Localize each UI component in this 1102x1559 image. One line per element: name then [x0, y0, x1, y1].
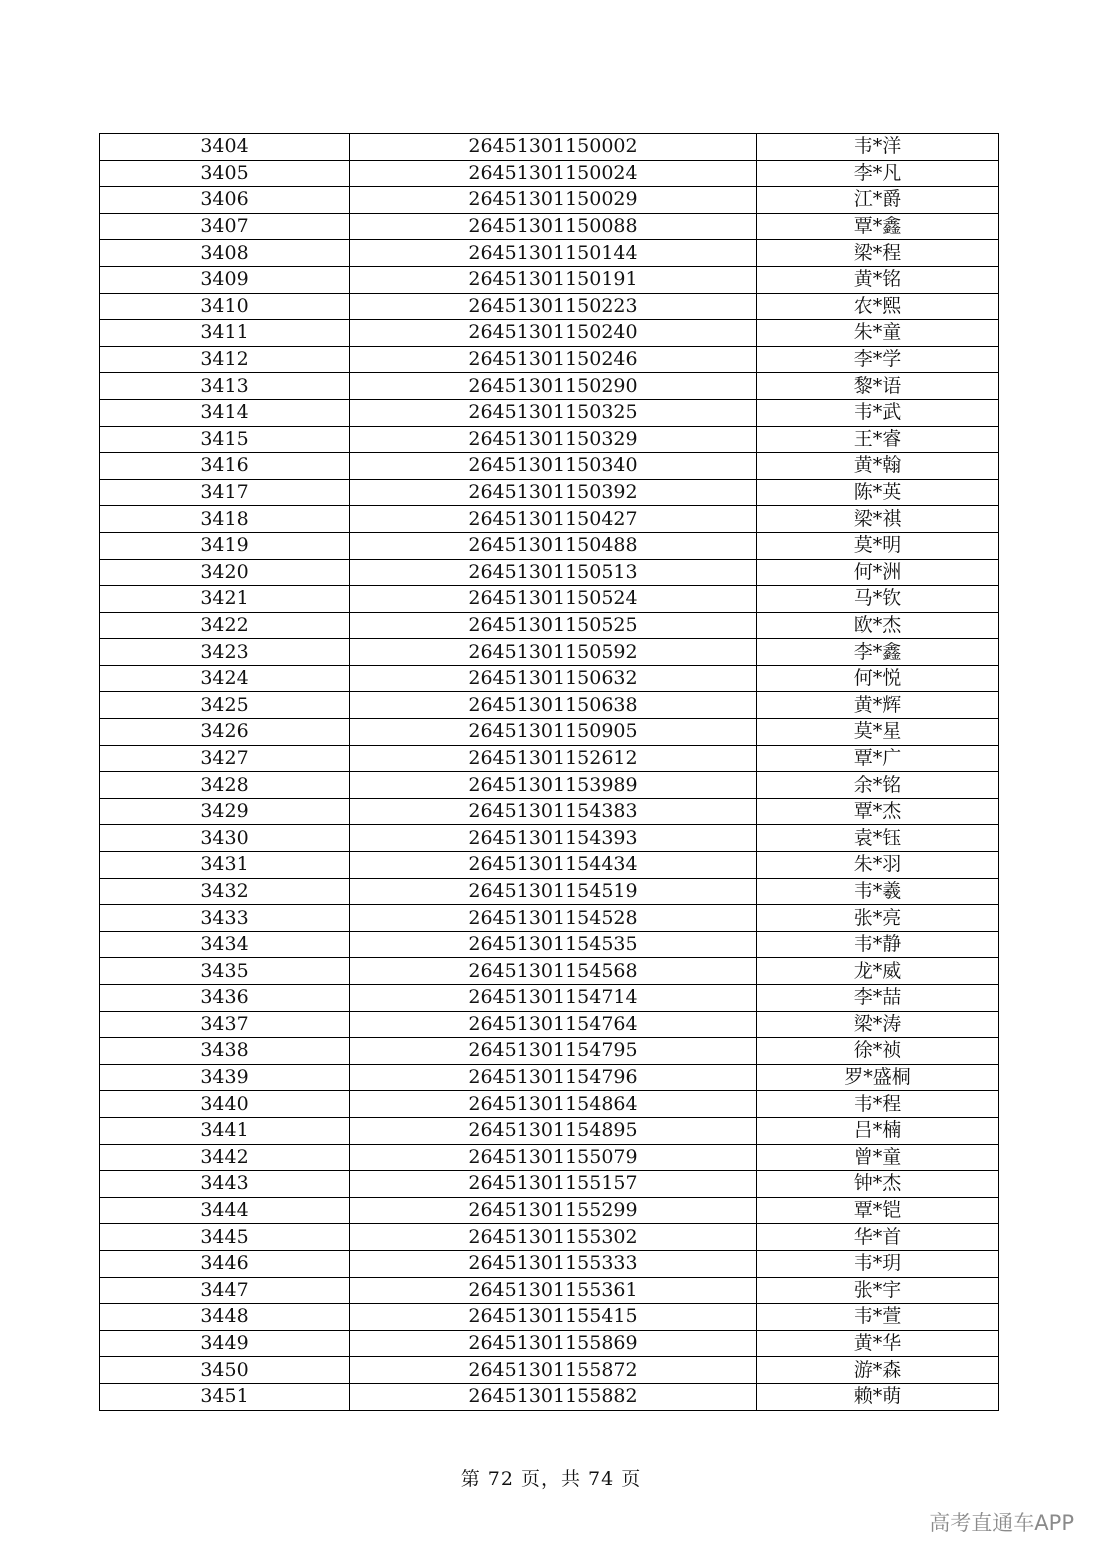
candidate-id-cell: 26451301154568 — [350, 958, 757, 985]
candidate-id-cell: 26451301155882 — [350, 1383, 757, 1410]
candidate-id-cell: 26451301154764 — [350, 1011, 757, 1038]
student-name-cell: 何*洲 — [757, 559, 999, 586]
candidate-id-cell: 26451301155361 — [350, 1277, 757, 1304]
table-row — [100, 1144, 999, 1171]
candidate-id-cell: 26451301155333 — [350, 1250, 757, 1277]
student-name-cell: 李*鑫 — [757, 639, 999, 666]
table-row — [100, 293, 999, 320]
table-row — [100, 1011, 999, 1038]
sequence-cell: 3450 — [100, 1357, 350, 1384]
sequence-cell: 3435 — [100, 958, 350, 985]
student-name-cell: 余*铭 — [757, 772, 999, 799]
table-row — [100, 639, 999, 666]
sequence-cell: 3436 — [100, 985, 350, 1012]
table-row — [100, 426, 999, 453]
student-name-cell: 王*睿 — [757, 426, 999, 453]
app-watermark: 高考直通车APP — [929, 1511, 1074, 1535]
sequence-cell: 3449 — [100, 1330, 350, 1357]
candidate-id-cell: 26451301150524 — [350, 586, 757, 613]
table-row — [100, 373, 999, 400]
table-row — [100, 825, 999, 852]
roster-table-body — [100, 134, 999, 1411]
sequence-cell: 3417 — [100, 479, 350, 506]
candidate-id-cell: 26451301150290 — [350, 373, 757, 400]
candidate-id-cell: 26451301154528 — [350, 905, 757, 932]
sequence-cell: 3424 — [100, 665, 350, 692]
sequence-cell: 3439 — [100, 1064, 350, 1091]
sequence-cell: 3442 — [100, 1144, 350, 1171]
sequence-cell: 3447 — [100, 1277, 350, 1304]
table-row — [100, 878, 999, 905]
sequence-cell: 3444 — [100, 1197, 350, 1224]
table-row — [100, 1250, 999, 1277]
candidate-id-cell: 26451301150024 — [350, 160, 757, 187]
table-row — [100, 453, 999, 480]
sequence-cell: 3429 — [100, 798, 350, 825]
table-row — [100, 213, 999, 240]
table-row — [100, 1117, 999, 1144]
candidate-id-cell: 26451301150392 — [350, 479, 757, 506]
candidate-id-cell: 26451301155079 — [350, 1144, 757, 1171]
candidate-id-cell: 26451301150632 — [350, 665, 757, 692]
student-name-cell: 梁*涛 — [757, 1011, 999, 1038]
candidate-id-cell: 26451301155415 — [350, 1304, 757, 1331]
sequence-cell: 3425 — [100, 692, 350, 719]
student-name-cell: 徐*祯 — [757, 1038, 999, 1065]
candidate-id-cell: 26451301150329 — [350, 426, 757, 453]
sequence-cell: 3423 — [100, 639, 350, 666]
student-name-cell: 江*爵 — [757, 187, 999, 214]
table-row — [100, 798, 999, 825]
sequence-cell: 3441 — [100, 1117, 350, 1144]
sequence-cell: 3443 — [100, 1171, 350, 1198]
table-row — [100, 1357, 999, 1384]
sequence-cell: 3426 — [100, 719, 350, 746]
candidate-id-cell: 26451301150240 — [350, 320, 757, 347]
table-row — [100, 931, 999, 958]
student-name-cell: 袁*钰 — [757, 825, 999, 852]
candidate-id-cell: 26451301155872 — [350, 1357, 757, 1384]
table-row — [100, 958, 999, 985]
sequence-cell: 3418 — [100, 506, 350, 533]
candidate-id-cell: 26451301150905 — [350, 719, 757, 746]
student-name-cell: 韦*洋 — [757, 134, 999, 161]
table-row — [100, 1064, 999, 1091]
table-row — [100, 772, 999, 799]
sequence-cell: 3419 — [100, 532, 350, 559]
student-name-cell: 黄*铭 — [757, 266, 999, 293]
table-row — [100, 266, 999, 293]
sequence-cell: 3411 — [100, 320, 350, 347]
sequence-cell: 3445 — [100, 1224, 350, 1251]
sequence-cell: 3427 — [100, 745, 350, 772]
table-row — [100, 532, 999, 559]
candidate-id-cell: 26451301150029 — [350, 187, 757, 214]
roster-table — [99, 133, 999, 1411]
sequence-cell: 3446 — [100, 1250, 350, 1277]
table-row — [100, 399, 999, 426]
student-name-cell: 欧*杰 — [757, 612, 999, 639]
candidate-id-cell: 26451301154393 — [350, 825, 757, 852]
student-name-cell: 覃*鑫 — [757, 213, 999, 240]
student-name-cell: 韦*程 — [757, 1091, 999, 1118]
student-name-cell: 黎*语 — [757, 373, 999, 400]
candidate-id-cell: 26451301150191 — [350, 266, 757, 293]
sequence-cell: 3410 — [100, 293, 350, 320]
table-row — [100, 905, 999, 932]
student-name-cell: 覃*铠 — [757, 1197, 999, 1224]
candidate-id-cell: 26451301150488 — [350, 532, 757, 559]
student-name-cell: 覃*杰 — [757, 798, 999, 825]
candidate-id-cell: 26451301155299 — [350, 1197, 757, 1224]
sequence-cell: 3406 — [100, 187, 350, 214]
student-name-cell: 李*喆 — [757, 985, 999, 1012]
table-row — [100, 586, 999, 613]
candidate-id-cell: 26451301154535 — [350, 931, 757, 958]
sequence-cell: 3415 — [100, 426, 350, 453]
sequence-cell: 3416 — [100, 453, 350, 480]
student-name-cell: 李*学 — [757, 346, 999, 373]
student-name-cell: 李*凡 — [757, 160, 999, 187]
sequence-cell: 3432 — [100, 878, 350, 905]
candidate-id-cell: 26451301154714 — [350, 985, 757, 1012]
candidate-id-cell: 26451301150088 — [350, 213, 757, 240]
candidate-id-cell: 26451301153989 — [350, 772, 757, 799]
table-row — [100, 745, 999, 772]
candidate-id-cell: 26451301150525 — [350, 612, 757, 639]
candidate-id-cell: 26451301154434 — [350, 852, 757, 879]
student-name-cell: 梁*祺 — [757, 506, 999, 533]
student-name-cell: 黄*翰 — [757, 453, 999, 480]
student-name-cell: 莫*星 — [757, 719, 999, 746]
table-row — [100, 1038, 999, 1065]
candidate-id-cell: 26451301154864 — [350, 1091, 757, 1118]
table-row — [100, 240, 999, 267]
table-row — [100, 1224, 999, 1251]
sequence-cell: 3437 — [100, 1011, 350, 1038]
table-row — [100, 1330, 999, 1357]
candidate-id-cell: 26451301155869 — [350, 1330, 757, 1357]
sequence-cell: 3413 — [100, 373, 350, 400]
table-row — [100, 612, 999, 639]
student-name-cell: 黄*辉 — [757, 692, 999, 719]
student-name-cell: 吕*楠 — [757, 1117, 999, 1144]
candidate-id-cell: 26451301150223 — [350, 293, 757, 320]
sequence-cell: 3430 — [100, 825, 350, 852]
student-name-cell: 游*森 — [757, 1357, 999, 1384]
student-name-cell: 韦*玥 — [757, 1250, 999, 1277]
table-row — [100, 1304, 999, 1331]
sequence-cell: 3428 — [100, 772, 350, 799]
sequence-cell: 3420 — [100, 559, 350, 586]
sequence-cell: 3404 — [100, 134, 350, 161]
page-footer: 第 72 页，共 74 页 — [460, 1468, 642, 1490]
table-row — [100, 506, 999, 533]
candidate-id-cell: 26451301152612 — [350, 745, 757, 772]
candidate-id-cell: 26451301150513 — [350, 559, 757, 586]
student-name-cell: 韦*武 — [757, 399, 999, 426]
sequence-cell: 3448 — [100, 1304, 350, 1331]
student-name-cell: 农*熙 — [757, 293, 999, 320]
sequence-cell: 3451 — [100, 1383, 350, 1410]
student-name-cell: 马*钦 — [757, 586, 999, 613]
table-row — [100, 1171, 999, 1198]
student-name-cell: 曾*童 — [757, 1144, 999, 1171]
table-row — [100, 1197, 999, 1224]
table-row — [100, 559, 999, 586]
student-name-cell: 赖*萌 — [757, 1383, 999, 1410]
candidate-id-cell: 26451301154895 — [350, 1117, 757, 1144]
candidate-id-cell: 26451301150592 — [350, 639, 757, 666]
student-name-cell: 韦*羲 — [757, 878, 999, 905]
candidate-id-cell: 26451301154795 — [350, 1038, 757, 1065]
sequence-cell: 3438 — [100, 1038, 350, 1065]
student-name-cell: 张*亮 — [757, 905, 999, 932]
sequence-cell: 3407 — [100, 213, 350, 240]
sequence-cell: 3408 — [100, 240, 350, 267]
sequence-cell: 3440 — [100, 1091, 350, 1118]
table-row — [100, 320, 999, 347]
student-name-cell: 张*宇 — [757, 1277, 999, 1304]
student-name-cell: 朱*羽 — [757, 852, 999, 879]
table-row — [100, 719, 999, 746]
candidate-id-cell: 26451301154519 — [350, 878, 757, 905]
student-name-cell: 陈*英 — [757, 479, 999, 506]
student-name-cell: 罗*盛桐 — [757, 1064, 999, 1091]
sequence-cell: 3431 — [100, 852, 350, 879]
candidate-id-cell: 26451301150144 — [350, 240, 757, 267]
sequence-cell: 3422 — [100, 612, 350, 639]
candidate-id-cell: 26451301154796 — [350, 1064, 757, 1091]
candidate-id-cell: 26451301150246 — [350, 346, 757, 373]
table-row — [100, 665, 999, 692]
table-row — [100, 985, 999, 1012]
student-name-cell: 何*悦 — [757, 665, 999, 692]
sequence-cell: 3414 — [100, 399, 350, 426]
table-row — [100, 346, 999, 373]
table-row — [100, 692, 999, 719]
sequence-cell: 3421 — [100, 586, 350, 613]
candidate-id-cell: 26451301150340 — [350, 453, 757, 480]
candidate-id-cell: 26451301155157 — [350, 1171, 757, 1198]
student-name-cell: 龙*威 — [757, 958, 999, 985]
student-name-cell: 朱*童 — [757, 320, 999, 347]
student-name-cell: 莫*明 — [757, 532, 999, 559]
table-row — [100, 1383, 999, 1410]
candidate-id-cell: 26451301150325 — [350, 399, 757, 426]
table-row — [100, 134, 999, 161]
student-name-cell: 梁*程 — [757, 240, 999, 267]
sequence-cell: 3433 — [100, 905, 350, 932]
table-row — [100, 1091, 999, 1118]
student-name-cell: 黄*华 — [757, 1330, 999, 1357]
sequence-cell: 3412 — [100, 346, 350, 373]
table-row — [100, 160, 999, 187]
candidate-id-cell: 26451301154383 — [350, 798, 757, 825]
student-name-cell: 韦*萱 — [757, 1304, 999, 1331]
table-row — [100, 852, 999, 879]
student-name-cell: 钟*杰 — [757, 1171, 999, 1198]
candidate-id-cell: 26451301150638 — [350, 692, 757, 719]
student-name-cell: 华*首 — [757, 1224, 999, 1251]
table-row — [100, 187, 999, 214]
sequence-cell: 3434 — [100, 931, 350, 958]
student-name-cell: 韦*静 — [757, 931, 999, 958]
student-name-cell: 覃*广 — [757, 745, 999, 772]
table-row — [100, 479, 999, 506]
candidate-id-cell: 26451301150002 — [350, 134, 757, 161]
candidate-id-cell: 26451301155302 — [350, 1224, 757, 1251]
sequence-cell: 3405 — [100, 160, 350, 187]
table-row — [100, 1277, 999, 1304]
candidate-id-cell: 26451301150427 — [350, 506, 757, 533]
sequence-cell: 3409 — [100, 266, 350, 293]
